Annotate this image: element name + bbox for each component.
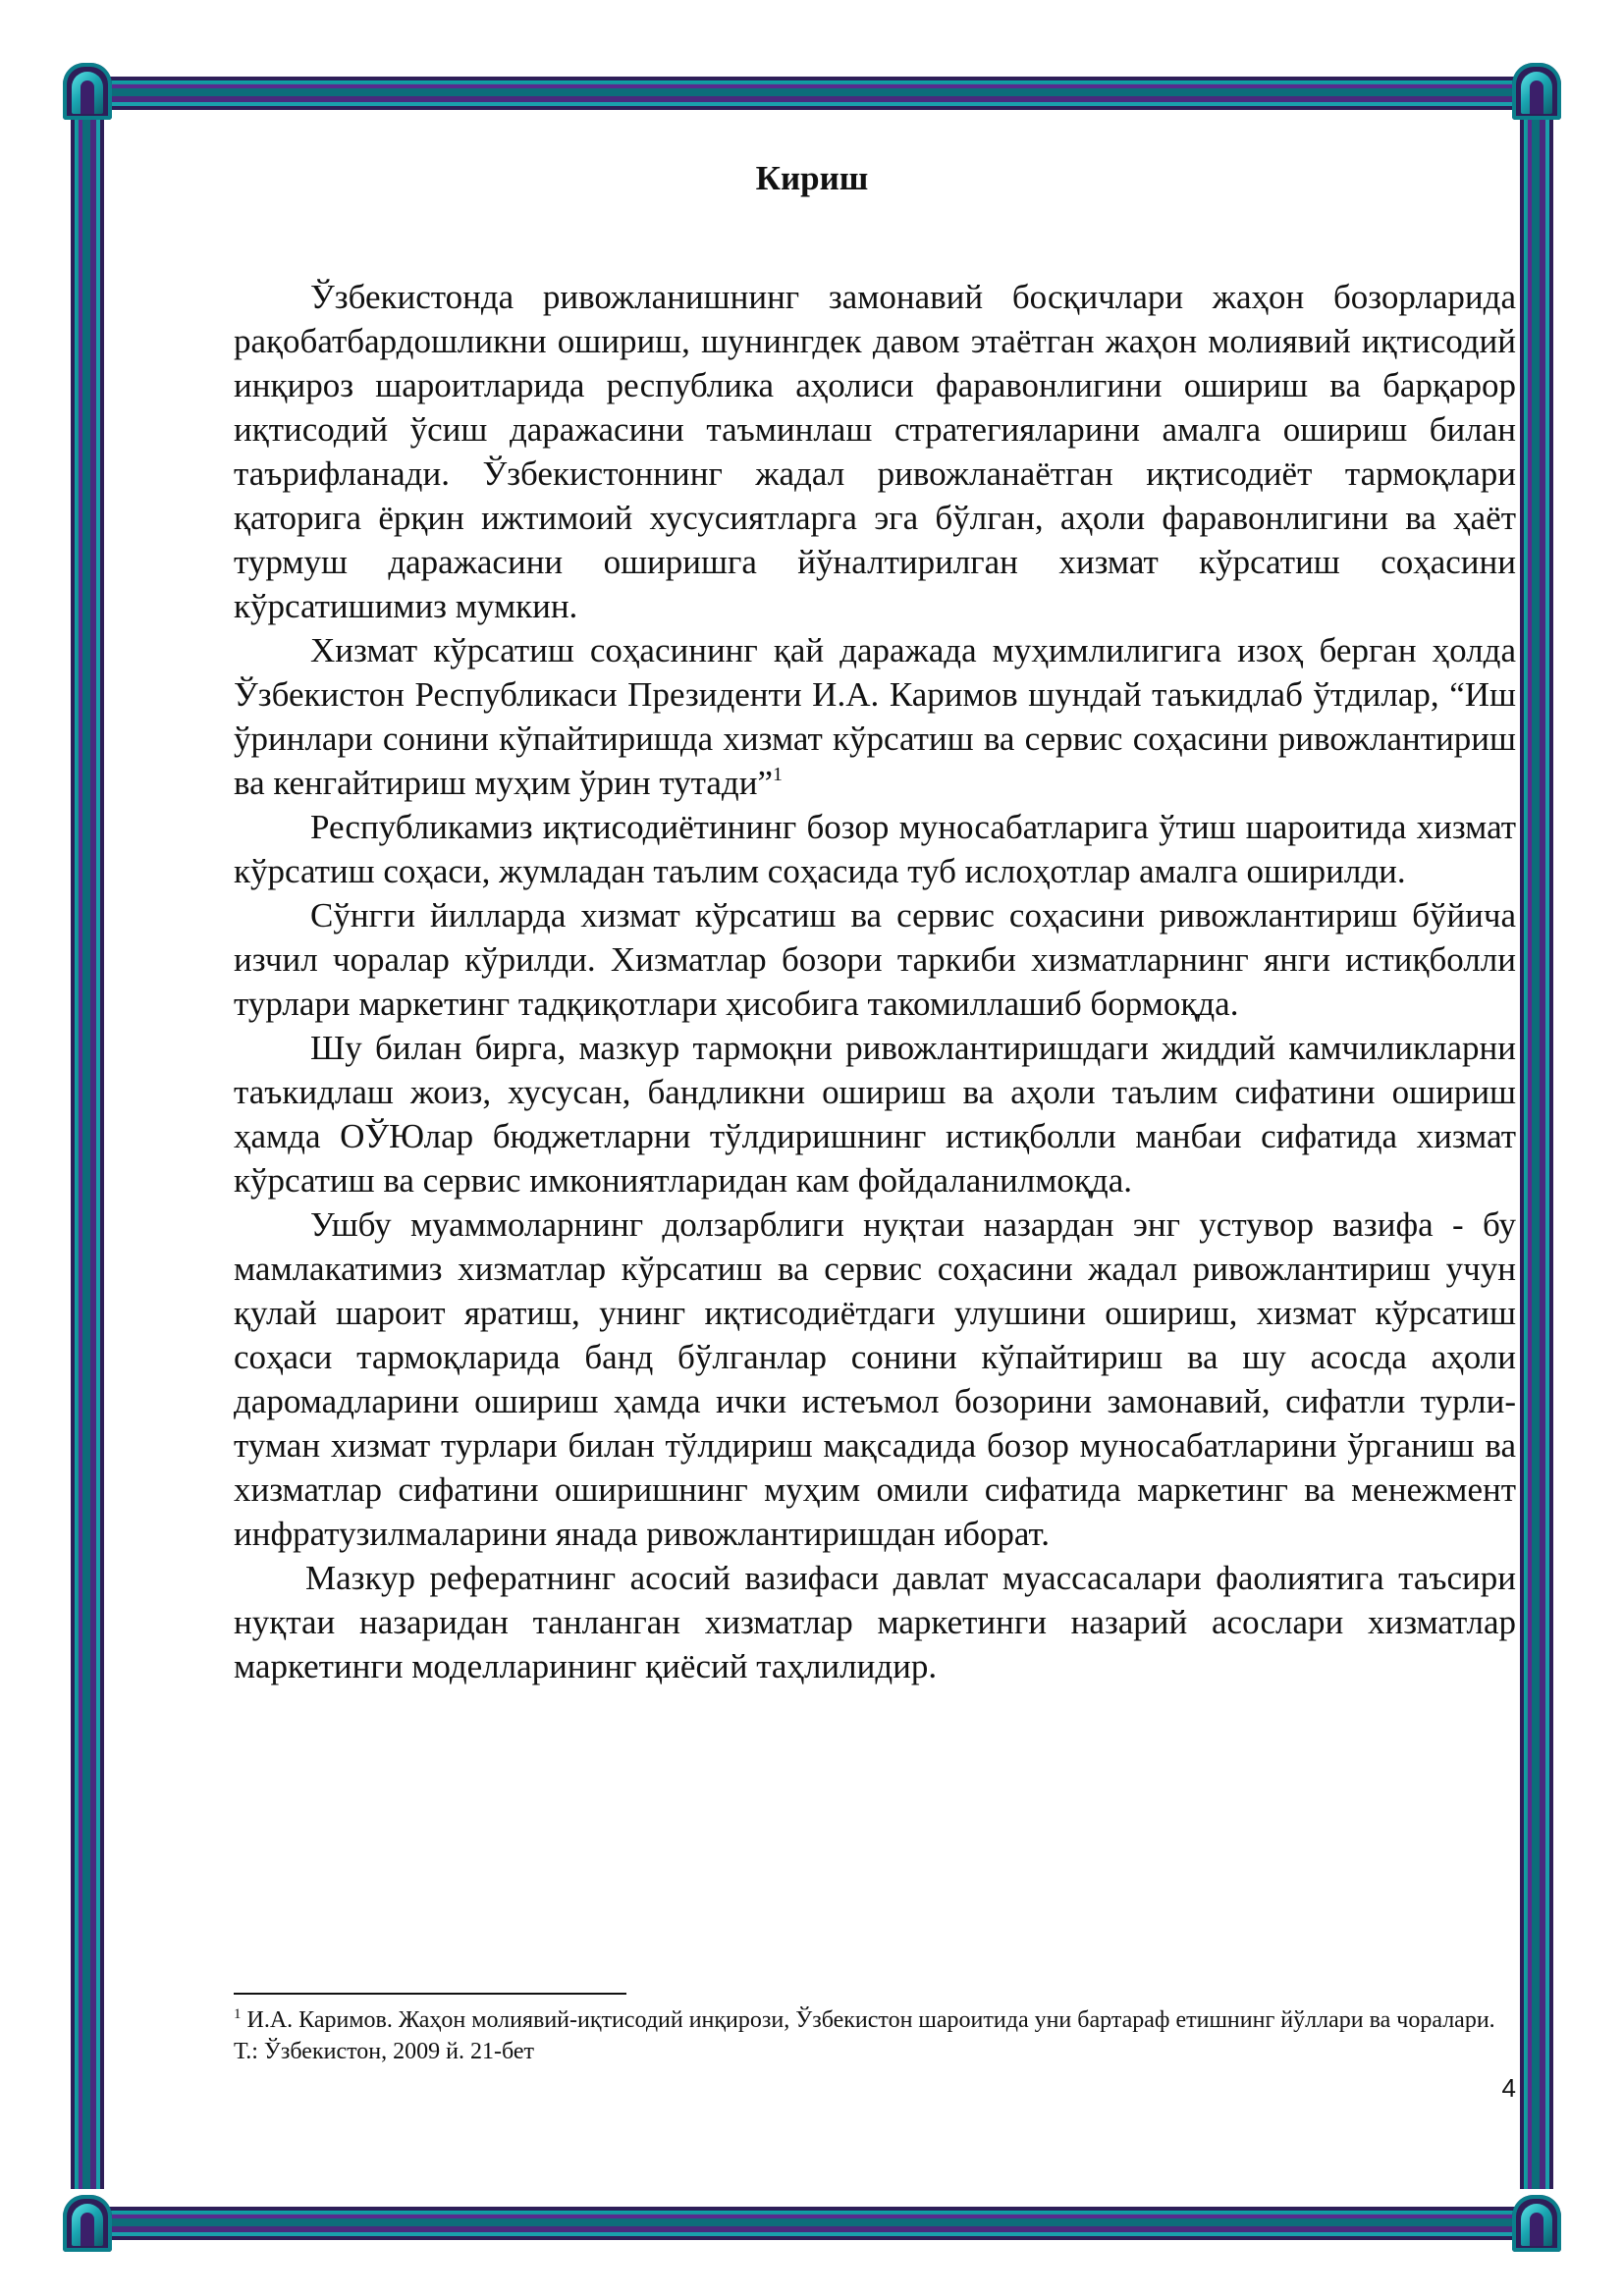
paragraph: Ўзбекистонда ривожланишнинг замонавий босқичлари жаҳон бозорларида рақобатбардошликни ошириш, шунингдек давом этаётган жаҳон молиявий иқтисодий инқироз шароитларида республика аҳолиси фаравонлигини ошириш ва барқарор иқтисодий ўсиш даражасини таъминлаш стратегияларини амалга ошириш билан таърифланади. Ўзбекистоннинг жадал ривожланаётган иқтисодиёт тармоқлари қаторига ёрқин ижтимоий хусусиятларга эга бўлган, аҳоли фаравонлигини ва ҳаёт турмуш даражасини оширишга йўналтирилган хизмат кўрсатиш соҳасини кўрсатишимиз мумкин. <box>234 278 1516 625</box>
footnote-text: И.А. Каримов. Жаҳон молиявий-иқтисодий инқирози, Ўзбекистон шароитида уни бартараф етишнинг йўллари ва чоралари. Т.: Ўзбекистон, 2009 й. 21-бет <box>234 2007 1495 2064</box>
footnote <box>234 2004 1516 2067</box>
frame-top-border <box>98 77 1526 110</box>
frame-corner-top-left-ornament <box>63 63 112 120</box>
frame-corner-bottom-left-ornament <box>63 2195 112 2252</box>
page-number: 4 <box>1501 2073 1516 2103</box>
paragraph: Мазкур рефератнинг асосий вазифаси давлат муассасалари фаолиятига таъсири нуқтаи назаридан танланган хизматлар маркетинги назарий асослари хизматлар маркетинги моделларининг қиёсий таҳлилидир. <box>234 1559 1516 1685</box>
paragraph: Сўнгги йилларда хизмат кўрсатиш ва сервис соҳасини ривожлантириш бўйича изчил чоралар кўрилди. Хизматлар бозори таркиби хизматларнинг янги истиқболли турлари маркетинг тадқиқотлари ҳисобига такомиллашиб бормоқда. <box>234 896 1516 1023</box>
body-text <box>234 275 1516 1688</box>
frame-left-border <box>71 108 104 2189</box>
paragraph-text: Хизмат кўрсатиш соҳасининг қай даражада муҳимлилигига изоҳ берган ҳолда Ўзбекистон Республикаси Президенти И.А. Каримов шундай таъкидлаб ўтдилар, “Иш ўринлари сонини кўпайтиришда хизмат кўрсатиш ва сервис соҳасини ривожлантириш ва кенгайтириш муҳим ўрин тутади” <box>234 631 1516 802</box>
frame-bottom-border <box>98 2207 1526 2240</box>
footnote-marker: 1 <box>234 2006 242 2022</box>
frame-right-border <box>1520 108 1553 2189</box>
frame-corner-bottom-right-ornament <box>1512 2195 1561 2252</box>
footnote-separator <box>234 1993 626 1995</box>
page-title: Кириш <box>755 159 869 197</box>
footnote-reference[interactable]: 1 <box>772 764 783 785</box>
paragraph <box>234 628 1516 805</box>
paragraph: Ушбу муаммоларнинг долзарблиги нуқтаи назардан энг устувор вазифа - бу мамлакатимиз хизматлар кўрсатиш ва сервис соҳасини жадал ривожлантириш учун қулай шароит яратиш, унинг иқтисодиётдаги улушини ошириш, хизмат кўрсатиш соҳаси тармоқларида банд бўлганлар сонини кўпайтириш ва шу асосда аҳоли даромадларини ошириш ҳамда ички истеъмол бозорини замонавий, сифатли турли-туман хизмат турлари билан тўлдириш мақсадида бозор муносабатларини ўрганиш ва хизматлар сифатини оширишнинг муҳим омили сифатида маркетинг ва менежмент инфратузилмаларини янада ривожлантиришдан иборат. <box>234 1205 1516 1553</box>
paragraph: Республикамиз иқтисодиётининг бозор муносабатларига ўтиш шароитида хизмат кўрсатиш соҳаси, жумладан таълим соҳасида туб ислоҳотлар амалга оширилди. <box>234 808 1516 890</box>
frame-corner-top-right-ornament <box>1512 63 1561 120</box>
paragraph: Шу билан бирга, мазкур тармоқни ривожлантиришдаги жиддий камчиликларни таъкидлаш жоиз, хусусан, бандликни ошириш ва аҳоли таълим сифатини ошириш ҳамда ОЎЮлар бюджетларни тўлдиришнинг истиқболли манбаи сифатида хизмат кўрсатиш ва сервис имкониятларидан кам фойдаланилмоқда. <box>234 1029 1516 1200</box>
